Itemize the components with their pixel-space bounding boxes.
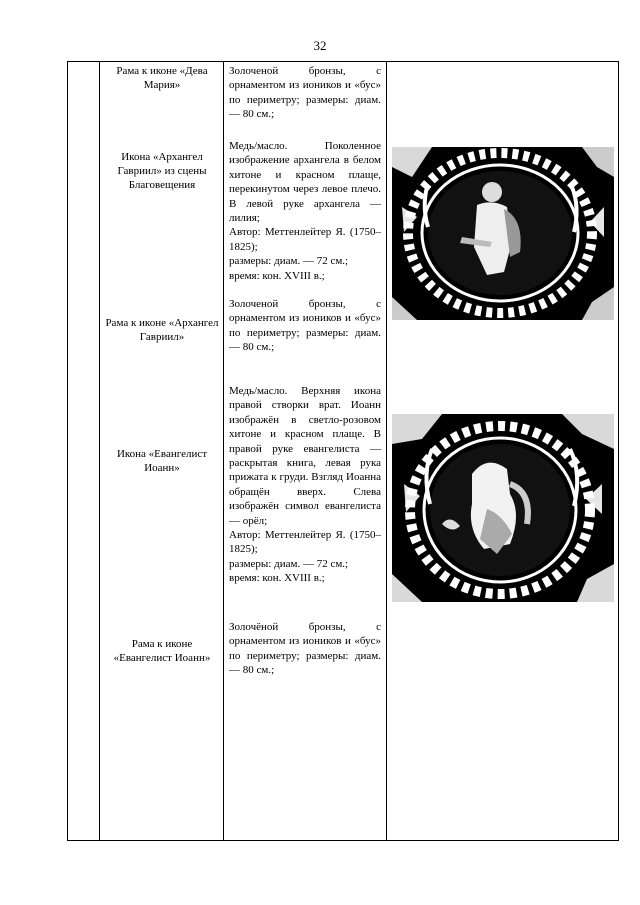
archangel-photo-image	[392, 147, 614, 320]
row-2-desc-line-4: время: кон. XVIII в.;	[229, 269, 325, 282]
row-2-desc-line-3: размеры: диам. — 72 см.;	[229, 255, 349, 268]
row-4-name: Икона «Евангелист Иоанн»	[116, 448, 208, 474]
row-4-desc-line-4: время: кон. XVIII в.;	[229, 572, 325, 585]
row-2-desc-line-1: Медь/масло. Поколенное изображение архангела в белом хитоне и красном плаще, перекинутом через левое плечо. В левой руке архангела — лилия;	[229, 140, 381, 225]
row-3-desc-line-1: Золоченой бронзы, с орнаментом из иоников и «бус» по периметру; размеры: диам. — 80 см.;	[229, 298, 381, 354]
row-3-name: Рама к иконе «Архангел Гавриил»	[105, 317, 219, 343]
row-5-desc-line-1: Золочёной бронзы, с орнаментом из иоников и «бус» по периметру; размеры: диам. — 80 см.;	[229, 621, 381, 677]
row-4-description	[229, 384, 381, 586]
row-2-description	[229, 139, 381, 283]
evangelist-photo-image	[392, 414, 614, 602]
row-4-desc-line-1: Медь/масло. Верхняя икона правой створки врат. Иоанн изображён в светло-розовом хитоне и красном плаще. В правой руке евангелиста — раскрытая книга, левая рука прижата к груди. Взгляд Иоанна обращён вверх. Слева изображён символ евангелиста — орёл;	[229, 385, 381, 527]
row-5-description	[229, 620, 381, 678]
row-5-name: Рама к иконе «Евангелист Иоанн»	[113, 638, 211, 664]
row-2-desc-line-2: Автор: Меттенлейтер Я. (1750–1825);	[229, 226, 381, 253]
column-divider-3	[386, 62, 387, 840]
row-1-description	[229, 64, 381, 122]
inventory-table	[67, 61, 619, 841]
row-3-description	[229, 297, 381, 355]
archangel-gabriel-photo	[392, 147, 614, 320]
evangelist-john-photo	[392, 414, 614, 602]
column-divider-1	[99, 62, 100, 840]
row-1-desc-line-1: Золоченой бронзы, с орнаментом из иоников и «бус» по периметру; размеры: диам. — 80 см.;	[229, 65, 381, 121]
row-1-name: Рама к иконе «Дева Мария»	[116, 65, 208, 91]
column-divider-2	[223, 62, 224, 840]
row-2-name: Икона «Архангел Гавриил» из сцены Благовещения	[117, 151, 207, 191]
row-4-desc-line-2: Автор: Меттенлейтер Я. (1750–1825);	[229, 529, 381, 556]
row-4-desc-line-3: размеры: диам. — 72 см.;	[229, 557, 349, 570]
page-number: 32	[313, 38, 327, 53]
